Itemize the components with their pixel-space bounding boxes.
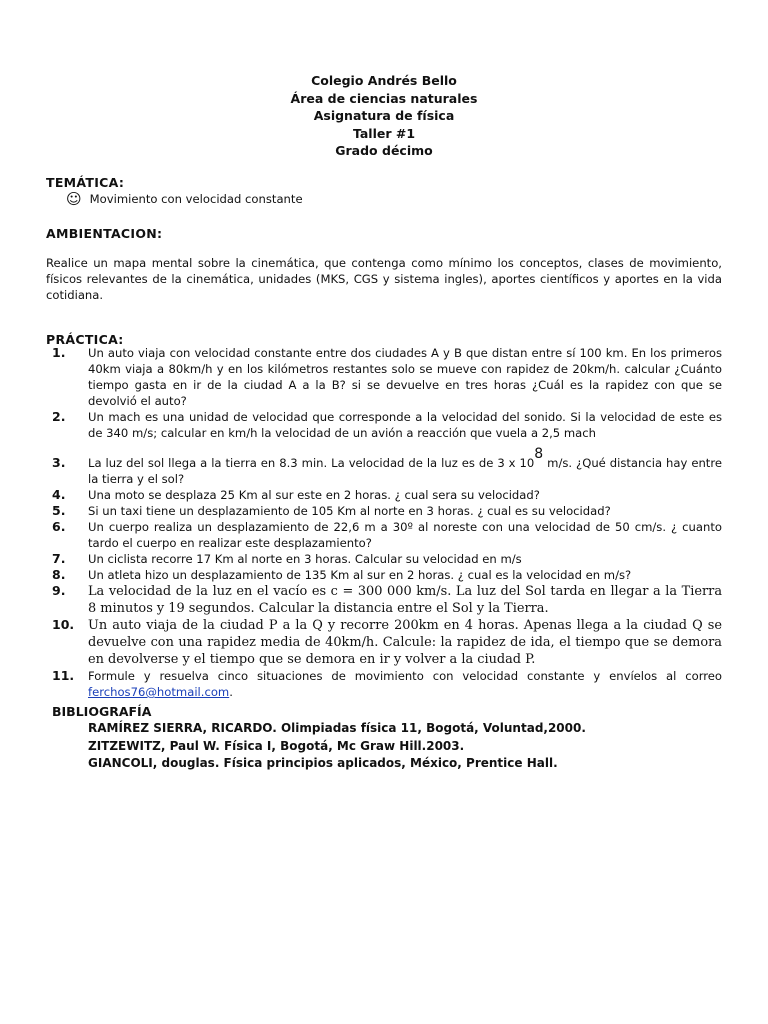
document-header — [0, 72, 768, 160]
item-text: Un mach es una unidad de velocidad que corresponde a la velocidad del sonido. Si la velocidad de este es de 340 m/s; calcular en km/h la velocidad de un avión a reacción que vuela a 2,5 mach — [88, 410, 722, 440]
school-name: Colegio Andrés Bello — [311, 73, 457, 88]
area-name: Área de ciencias naturales — [290, 90, 478, 106]
list-item — [46, 519, 722, 551]
list-item — [46, 487, 722, 503]
list-item — [46, 345, 722, 409]
item-number: 10. — [52, 617, 75, 632]
item-text: Un auto viaja de la ciudad P a la Q y recorre 200km en 4 horas. Apenas llega a la ciudad Q se devuelve con una rapidez media de 40km/h. Calcule: la rapidez de ida, el tiempo que se demora en devolverse y el tiempo que se demora en ir y volver a la ciudad P. — [88, 618, 722, 667]
list-item — [46, 668, 722, 700]
item-text: Un cuerpo realiza un desplazamiento de 22,6 m a 30º al noreste con una velocidad de 50 cm/s. ¿ cuanto tardo el cuerpo en realizar este desplazamiento? — [88, 520, 722, 550]
bibliografia-heading: BIBLIOGRAFÍA — [52, 704, 152, 719]
item-text-main: Formule y resuelva cinco situaciones de movimiento con velocidad constante y envíelos al correo — [88, 669, 722, 683]
list-item — [46, 503, 722, 519]
item-number: 7. — [52, 551, 66, 566]
item-number: 1. — [52, 345, 66, 360]
bibliography-ref: RAMÍREZ SIERRA, RICARDO. Olimpiadas física 11, Bogotá, Voluntad,2000. — [88, 721, 586, 735]
item-text: Un auto viaja con velocidad constante entre dos ciudades A y B que distan entre sí 100 km. En los primeros 40km viaja a 80km/h y en los kilómetros restantes solo se mueve con rapidez de 20km/h. calcular ¿Cuánto tiempo gasta en ir de la ciudad A a la B? si se devuelve en tres horas ¿Cuál es la rapidez con que se devolvió el auto? — [88, 346, 722, 408]
item-text: Una moto se desplaza 25 Km al sur este en 2 horas. ¿ cual sera su velocidad? — [88, 488, 540, 502]
item-text — [88, 668, 722, 700]
item-number: 2. — [52, 409, 66, 424]
item-number: 9. — [52, 583, 66, 598]
workshop-number: Taller #1 — [352, 125, 416, 141]
item-number: 5. — [52, 503, 66, 518]
item-number: 8. — [52, 567, 66, 582]
ambientacion-paragraph: Realice un mapa mental sobre la cinemática, que contenga como mínimo los conceptos, clases de movimiento, físicos relevantes de la cinemática, unidades (MKS, CGS y sistema ingles), aportes científicos y aportes en la vida cotidiana. — [46, 256, 722, 302]
practica-list — [46, 345, 722, 700]
item-text-end: . — [229, 685, 233, 699]
list-item — [46, 551, 722, 567]
item-text: Un atleta hizo un desplazamiento de 135 Km al sur en 2 horas. ¿ cual es la velocidad en m/s? — [88, 568, 632, 582]
exponent: 8 — [534, 446, 544, 463]
tematica-heading: TEMÁTICA: — [46, 175, 125, 190]
list-item — [46, 583, 722, 617]
bibliografia-list — [88, 720, 586, 773]
grade-level: Grado décimo — [335, 143, 433, 158]
tematica-item — [66, 191, 303, 207]
ambientacion-heading: AMBIENTACION: — [46, 226, 163, 241]
tematica-item-text: Movimiento con velocidad constante — [89, 192, 303, 206]
item-text — [88, 446, 722, 487]
item-number: 3. — [52, 455, 66, 470]
item-number: 4. — [52, 487, 66, 502]
list-item — [46, 446, 722, 487]
list-item — [46, 617, 722, 668]
bibliography-ref: ZITZEWITZ, Paul W. Física I, Bogotá, Mc Graw Hill.2003. — [88, 738, 465, 753]
item-text: Si un taxi tiene un desplazamiento de 105 Km al norte en 3 horas. ¿ cual es su velocidad? — [88, 504, 611, 518]
practica-heading: PRÁCTICA: — [46, 332, 124, 347]
subject-name: Asignatura de física — [313, 108, 455, 123]
item-number: 6. — [52, 519, 66, 534]
item-text: La velocidad de la luz en el vacío es c = 300 000 km/s. La luz del Sol tarda en llegar a la Tierra 8 minutos y 19 segundos. Calcular la distancia entre el Sol y la Tierra. — [88, 584, 722, 616]
email-link[interactable]: ferchos76@hotmail.com — [88, 685, 230, 699]
list-item — [46, 409, 722, 441]
item-number: 11. — [52, 668, 75, 683]
item-text-before: La luz del sol llega a la tierra en 8.3 min. La velocidad de la luz es de 3 x 10 — [88, 456, 535, 470]
item-text-after: m/s. ¿Qué distancia hay entre la tierra y el sol? — [88, 456, 722, 486]
list-item — [46, 567, 722, 583]
smiley-icon: ☺ — [66, 190, 82, 208]
item-text: Un ciclista recorre 17 Km al norte en 3 horas. Calcular su velocidad en m/s — [88, 552, 522, 566]
bibliography-ref: GIANCOLI, douglas. Física principios aplicados, México, Prentice Hall. — [88, 756, 558, 770]
